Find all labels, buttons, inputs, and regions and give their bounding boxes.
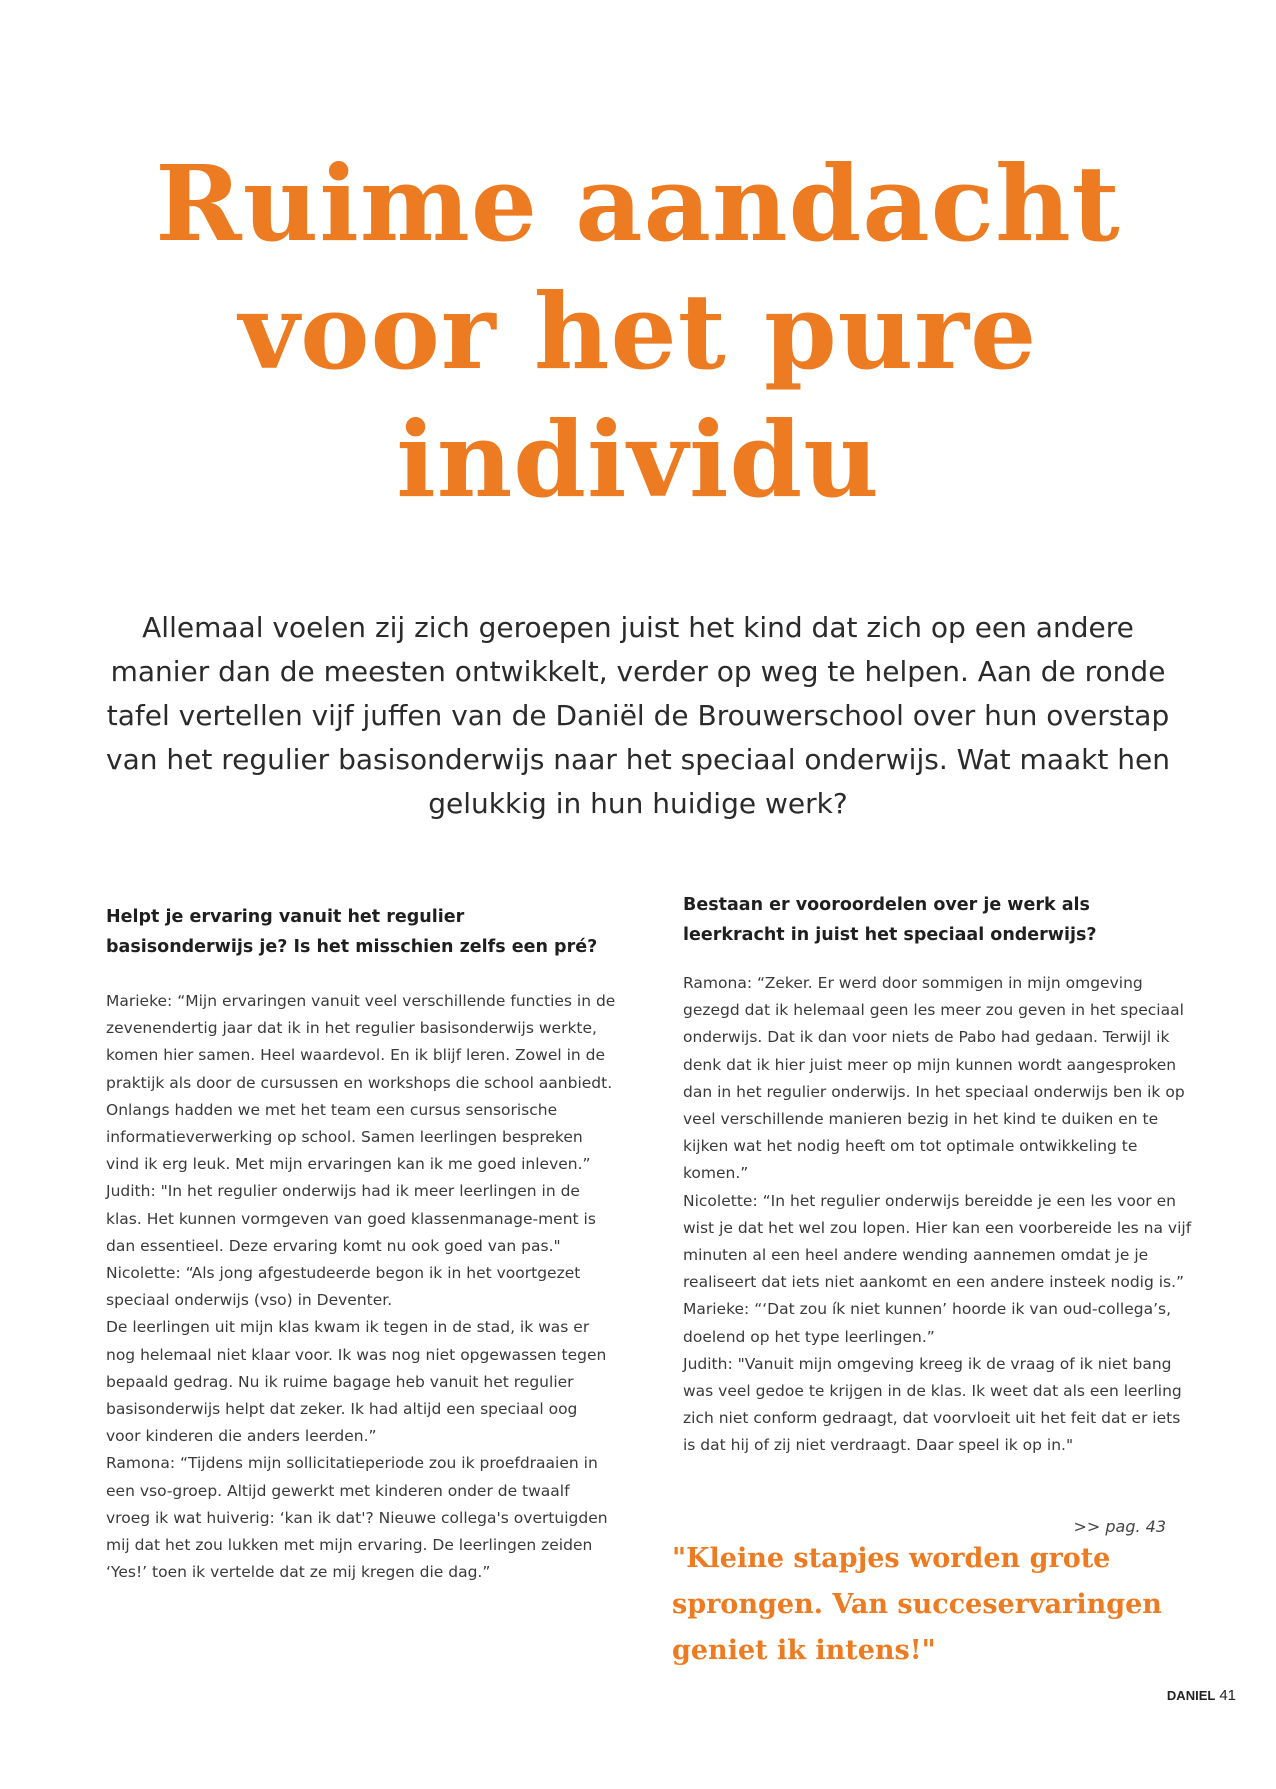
answer-paragraph: Marieke: “‘Dat zou ík niet kunnen’ hoorde ik van oud-collega’s, doelend op het type leerlingen.” — [683, 1300, 1172, 1346]
continued-on-page-link[interactable]: >> pag. 43 — [1073, 1517, 1166, 1536]
title-line-3: individu — [396, 398, 880, 521]
left-answers — [106, 988, 616, 1586]
answer-paragraph: Judith: "Vanuit mijn omgeving kreeg ik de vraag of ik niet bang was veel gedoe te krijgen in de klas. Ik weet dat als een leerling zich niet conform gedraagt, dat voorvloeit uit het feit dat er iets is dat hij of zij niet verdraagt. Daar speel ik op in." — [683, 1354, 1182, 1455]
right-answers — [683, 970, 1193, 1460]
answer-paragraph: Ramona: “Tijdens mijn sollicitatieperiode zou ik proefdraaien in een vso-groep. Altijd gewerkt met kinderen onder de twaalf vroeg ik wat huiverig: ‘kan ik dat'? Nieuwe collega's overtuigden mij dat het zou lukken met mijn ervaring. De leerlingen zeiden ‘Yes!’ toen ik vertelde dat ze mij kregen die dag.” — [106, 1454, 608, 1582]
right-question: Bestaan er vooroordelen over je werk als leerkracht in juist het speciaal onderwijs? — [683, 895, 1097, 945]
title-line-1: Ruime aandacht — [155, 142, 1121, 265]
article-intro: Allemaal voelen zij zich geroepen juist het kind dat zich op een andere manier dan de meesten ontwikkelt, verder op weg te helpen. Aan de ronde tafel vertellen vijf juffen van de Daniël de Brouwerschool over hun overstap van het regulier basisonderwijs naar het speciaal onderwijs. Wat maakt hen gelukkig in hun huidige werk? — [106, 611, 1170, 820]
article-title — [0, 140, 1276, 524]
answer-paragraph: Nicolette: “In het regulier onderwijs bereidde je een les voor en wist je dat het wel zou lopen. Hier kan een voorbereide les na vijf minuten al een heel andere wending aannemen omdat je je realiseert dat iets niet aankomt en een andere insteek nodig is.” — [683, 1191, 1192, 1292]
magazine-name: DANIEL — [1166, 1688, 1216, 1703]
page-number: 41 — [1219, 1687, 1236, 1704]
answer-paragraph: Marieke: “Mijn ervaringen vanuit veel verschillende functies in de zevenendertig jaar dat ik in het regulier basisonderwijs werkte, komen hier samen. Heel waardevol. En ik blijf leren. Zowel in de praktijk als door de cursussen en workshops die school aanbiedt. Onlangs hadden we met het team een cursus sensorische informatieverwerking op school. Samen leerlingen bespreken vind ik erg leuk. Met mijn ervaringen kan ik me goed inleven.” — [106, 992, 616, 1174]
pull-quote: "Kleine stapjes worden grote sprongen. Van succeservaringen geniet ik intens!" — [672, 1543, 1162, 1666]
answer-paragraph: Judith: "In het regulier onderwijs had ik meer leerlingen in de klas. Het kunnen vormgeven van goed klassenmanage-ment is dan essentieel. Deze ervaring komt nu ook goed van pas." — [106, 1182, 596, 1255]
left-column — [106, 902, 616, 1586]
title-line-2: voor het pure — [238, 270, 1038, 393]
page-footer — [1167, 1687, 1236, 1704]
answer-paragraph: Ramona: “Zeker. Er werd door sommigen in mijn omgeving gezegd dat ik helemaal geen les meer zou geven in het speciaal onderwijs. Dat ik dan voor niets de Pabo had gedaan. Terwijl ik denk dat ik hier juist meer op mijn kunnen wordt aangesproken dan in het regulier onderwijs. In het speciaal onderwijs ben ik op veel verschillende manieren bezig in het kind te duiken en te kijken wat het nodig heeft om tot optimale ontwikkeling te komen.” — [683, 974, 1185, 1183]
answer-paragraph: Nicolette: “Als jong afgestudeerde begon ik in het voortgezet speciaal onderwijs (vso) in Deventer. — [106, 1264, 581, 1310]
left-question: Helpt je ervaring vanuit het regulier basisonderwijs je? Is het misschien zelfs een pré? — [106, 907, 598, 957]
answer-paragraph: De leerlingen uit mijn klas kwam ik tegen in de stad, ik was er nog helemaal niet klaar voor. Ik was nog niet opgewassen tegen bepaald gedrag. Nu ik ruime bagage heb vanuit het regulier basisonderwijs helpt dat zeker. Ik had altijd een speciaal oog voor kinderen die anders leerden.” — [106, 1318, 607, 1446]
right-column — [683, 890, 1193, 1460]
